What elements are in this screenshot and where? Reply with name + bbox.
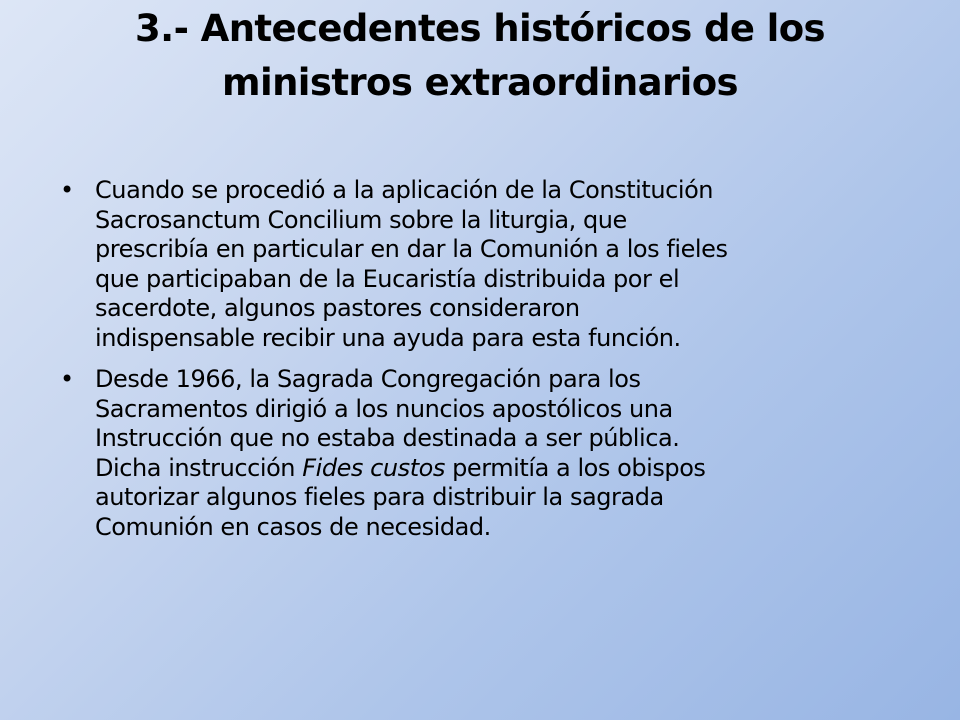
- bullet-text-2: [95, 365, 920, 542]
- bullet-text-2-before: Desde 1966, la Sagrada Congregación para los Sacramentos dirigió a los nuncios apostólicos una Instrucción que no estaba destinada a ser pública. Dicha instrucción: [95, 365, 680, 482]
- bullet-mark-2: •: [60, 365, 74, 393]
- bullet-text-2-italic-title: Fides custos: [302, 453, 445, 482]
- bullet-mark-1: •: [60, 176, 74, 204]
- slide-title-line-1: 3.- Antecedentes históricos de los: [135, 7, 825, 50]
- bullet-text-1: Cuando se procedió a la aplicación de la Constitución Sacrosanctum Concilium sobre la liturgia, que prescribía en particular en dar la Comunión a los fieles que participaban de la Eucaristía distribuida por el sacerdote, algunos pastores consideraron indispensable recibir una ayuda para esta función.: [95, 176, 728, 352]
- slide-title: [60, 2, 900, 110]
- bullet-item-1: [60, 176, 920, 353]
- bullet-text-2-after: permitía a los obispos autorizar algunos fieles para distribuir la sagrada Comunión en casos de necesidad.: [95, 453, 706, 541]
- bullet-list: [60, 176, 920, 554]
- bullet-item-2: [60, 365, 920, 542]
- slide-title-line-2: ministros extraordinarios: [222, 61, 738, 104]
